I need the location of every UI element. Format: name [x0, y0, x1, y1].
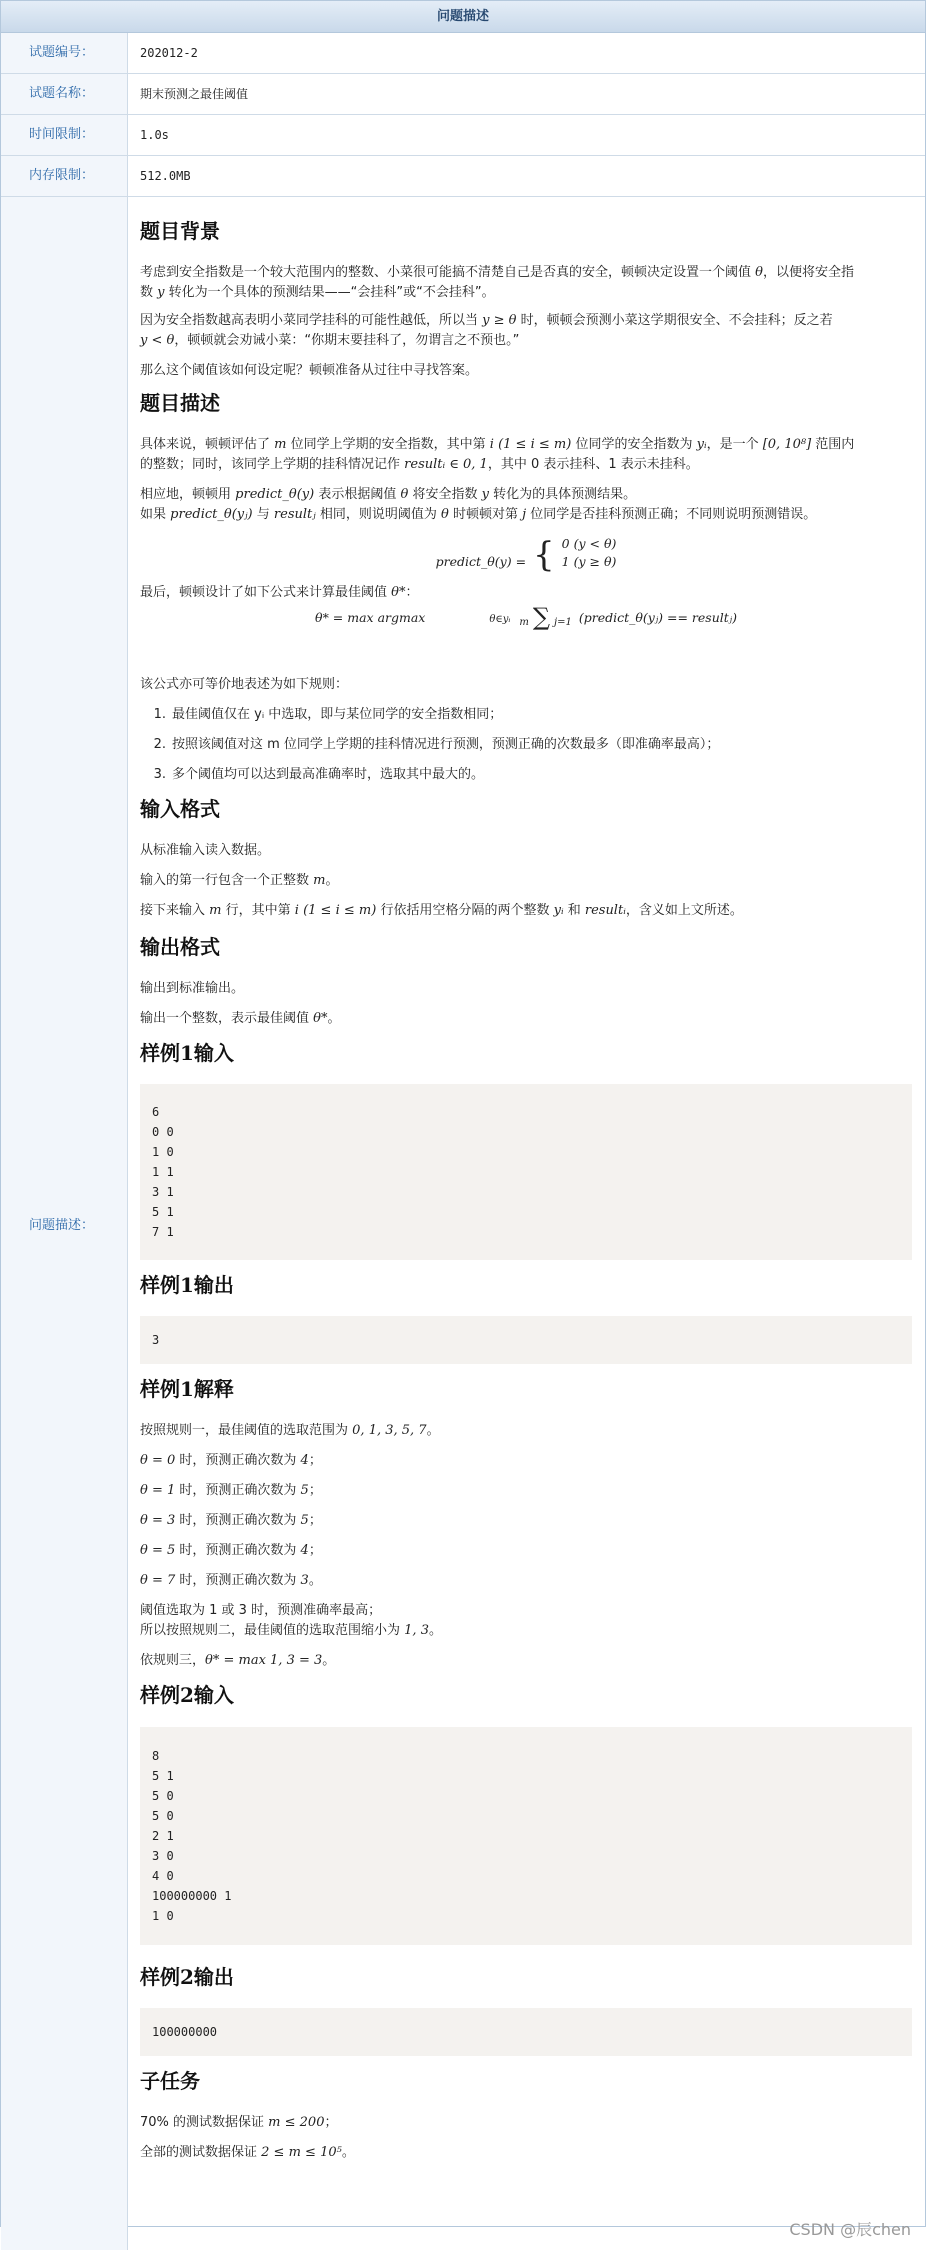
section-heading: 样例1输入 [140, 1041, 234, 1065]
paragraph: 考虑到安全指数是一个较大范围内的整数、小菜很可能搞不清楚自己是否真的安全，顿顿决定设置一个阈值 θ，以便将安全指 数 y 转化为一个具体的预测结果——“会挂科”或“不会挂科”。 [140, 265, 854, 300]
meta-value: 1.0s [140, 128, 169, 142]
explain-line: θ = 0 时，预测正确次数为 4； [140, 1453, 322, 1468]
meta-row-memory [1, 156, 925, 197]
sample2-input-block: 8 5 1 5 0 5 0 2 1 3 0 4 0 100000000 1 1 0 [140, 1727, 912, 1945]
sample1-output-block: 3 [140, 1316, 912, 1364]
section-heading: 样例2输入 [140, 1683, 234, 1707]
section-heading: 输入格式 [140, 797, 220, 821]
section-heading: 题目描述 [140, 391, 220, 415]
explain-line: θ = 7 时，预测正确次数为 3。 [140, 1573, 322, 1588]
meta-row-name [1, 74, 925, 115]
meta-value: 202012-2 [140, 46, 198, 60]
desc-label: 问题描述： [1, 197, 128, 2250]
explain-line: θ = 5 时，预测正确次数为 4； [140, 1543, 322, 1558]
meta-value: 512.0MB [140, 169, 191, 183]
meta-label: 时间限制： [1, 115, 128, 155]
section-heading: 样例1解释 [140, 1377, 234, 1401]
paragraph: 输出到标准输出。 [140, 981, 245, 996]
meta-label: 内存限制： [1, 156, 128, 196]
problem-content [128, 197, 925, 2250]
header-title: 问题描述 [1, 1, 925, 33]
meta-row-time [1, 115, 925, 156]
problem-description-row [1, 197, 925, 2250]
watermark: CSDN @辰chen [789, 2220, 911, 2239]
section-heading: 样例1输出 [140, 1273, 234, 1297]
section-heading: 子任务 [140, 2069, 200, 2093]
paragraph: 从标准输入读入数据。 [140, 843, 271, 858]
paragraph: 该公式亦可等价地表述为如下规则： [140, 677, 349, 692]
rule-item: 1. 最佳阈值仅在 yᵢ 中选取，即与某位同学的安全指数相同； [153, 707, 503, 722]
section-heading: 输出格式 [140, 935, 220, 959]
meta-label: 试题名称： [1, 74, 128, 114]
paragraph: 输出一个整数，表示最佳阈值 θ*。 [140, 1011, 341, 1026]
sample1-input-block: 6 0 0 1 0 1 1 3 1 5 1 7 1 [140, 1084, 912, 1260]
paragraph: 依规则三，θ* = max 1, 3 = 3。 [140, 1653, 336, 1668]
meta-row-id [1, 33, 925, 74]
meta-value: 期末预测之最佳阈值 [140, 87, 249, 101]
section-heading: 题目背景 [140, 219, 220, 243]
section-heading: 样例2输出 [140, 1965, 234, 1989]
rule-item: 2. 按照该阈值对这 m 位同学上学期的挂科情况进行预测，预测正确的次数最多（即准确率最高）； [153, 737, 720, 752]
paragraph: 最后，顿顿设计了如下公式来计算最佳阈值 θ*： [140, 585, 419, 600]
paragraph: 接下来输入 m 行，其中第 i (1 ≤ i ≤ m) 行依括用空格分隔的两个整数 yᵢ 和 resultᵢ，含义如上文所述。 [140, 903, 743, 918]
paragraph: 70% 的测试数据保证 m ≤ 200； [140, 2115, 338, 2130]
explain-line: θ = 1 时，预测正确次数为 5； [140, 1483, 322, 1498]
paragraph: 全部的测试数据保证 2 ≤ m ≤ 10⁵。 [140, 2145, 355, 2160]
paragraph: 那么这个阈值该如何设定呢？顿顿准备从过往中寻找答案。 [140, 363, 479, 378]
formula-best-threshold: θ* = max argmax θ∈yᵢ m ∑ j=1 (predict_θ(yⱼ) == resultⱼ) [315, 603, 737, 631]
paragraph: 因为安全指数越高表明小菜同学挂科的可能性越低，所以当 y ≥ θ 时，顿顿会预测小菜这学期很安全、不会挂科；反之若 y < θ，顿顿就会劝诫小菜：“你期末要挂科了，勿谓言之不预也。” [140, 313, 833, 348]
paragraph: 阈值选取为 1 或 3 时，预测准确率最高； 所以按照规则二，最佳阈值的选取范围缩小为 1, 3。 [140, 1603, 442, 1638]
paragraph: 具体来说，顿顿评估了 m 位同学上学期的安全指数，其中第 i (1 ≤ i ≤ m) 位同学的安全指数为 yᵢ，是一个 [0, 10⁸] 范围内 的整数；同时，该同学上学期的挂科情况记作 resultᵢ ∈ 0, 1，其中 0 表示挂科、1 表示未挂科。 [140, 437, 855, 472]
formula-predict: predict_θ(y) = { 0 (y < θ) 1 (y ≥ θ) [435, 535, 617, 575]
sample2-output-block: 100000000 [140, 2008, 912, 2056]
paragraph: 相应地，顿顿用 predict_θ(y) 表示根据阈值 θ 将安全指数 y 转化为的具体预测结果。 如果 predict_θ(yⱼ) 与 resultⱼ 相同，则说明阈值为 θ 时顿顿对第 j 位同学是否挂科预测正确；不同则说明预测错误。 [140, 487, 817, 522]
meta-label: 试题编号： [1, 33, 128, 73]
paragraph: 输入的第一行包含一个正整数 m。 [140, 873, 339, 888]
paragraph: 按照规则一，最佳阈值的选取范围为 0, 1, 3, 5, 7。 [140, 1423, 440, 1438]
rule-item: 3. 多个阈值均可以达到最高准确率时，选取其中最大的。 [153, 767, 485, 782]
explain-line: θ = 3 时，预测正确次数为 5； [140, 1513, 322, 1528]
